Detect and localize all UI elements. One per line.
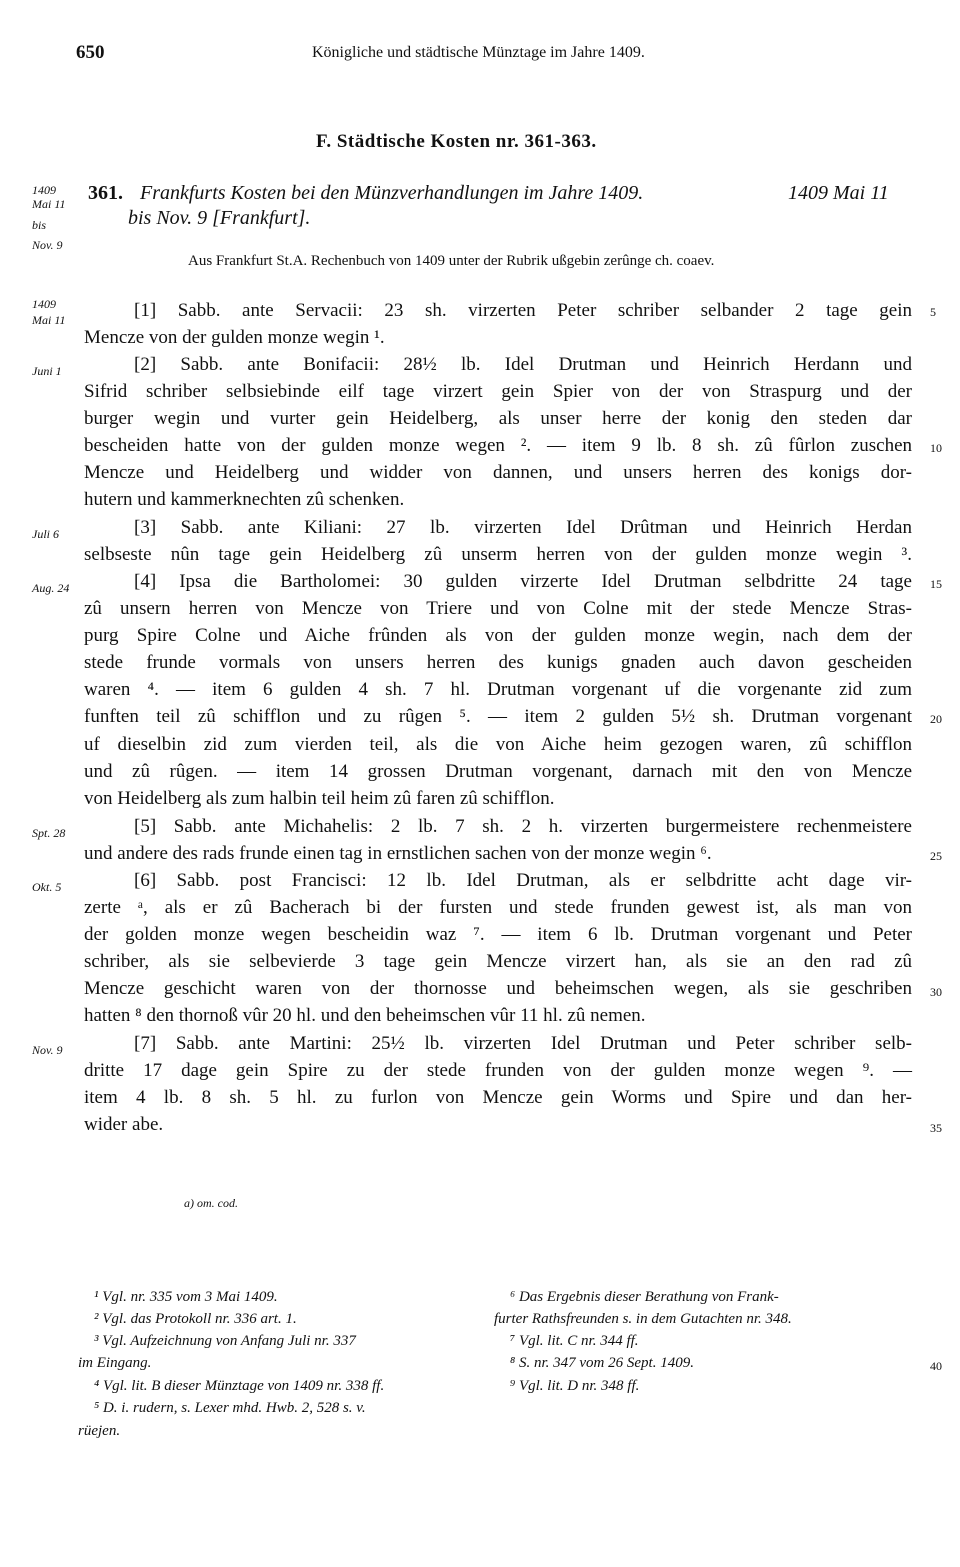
- text-line: waren ⁴. — item 6 gulden 4 sh. 7 hl. Drutman vorgenant uf die vorgenante zid zum: [84, 679, 912, 700]
- text-line: wider abe.: [84, 1114, 164, 1135]
- text-line: [4] Ipsa die Bartholomei: 30 gulden virzerte Idel Drutman selbdritte 24 tage: [134, 571, 912, 592]
- line-number: 20: [930, 712, 942, 726]
- text-line: [6] Sabb. post Francisci: 12 lb. Idel Drutman, als er selbdritte acht dage vir-: [134, 870, 912, 891]
- footnote-8: ⁸ S. nr. 347 vom 26 Sept. 1409.: [510, 1355, 694, 1371]
- document-date: 1409 Mai 11: [788, 182, 889, 204]
- footnote-2: ² Vgl. das Protokoll nr. 336 art. 1.: [94, 1311, 297, 1327]
- text-line: [3] Sabb. ante Kiliani: 27 lb. virzerten Idel Drûtman und Heinrich Herdan: [134, 517, 912, 538]
- text-line: Mencze geschicht waren von der thornosse und beheimschen wegen, als sie geschriben: [84, 978, 912, 999]
- line-number: 25: [930, 849, 942, 863]
- footnote-6: ⁶ Das Ergebnis dieser Berathung von Frank-: [510, 1289, 779, 1305]
- text-line: zû unsern herren von Mencze von Triere und von Colne mit der stede Mencze Stras-: [84, 598, 912, 619]
- textual-note: a) om. cod.: [184, 1196, 238, 1210]
- footnote-3-continued: im Eingang.: [78, 1355, 152, 1371]
- text-line: und andere des rads frunde einen tag in ernstlichen sachen von der monze wegin ⁶.: [84, 843, 712, 864]
- margin-date-heading-3: bis: [32, 218, 47, 232]
- section-title: F. Städtische Kosten nr. 361-363.: [316, 131, 597, 152]
- margin-date-entry-2: Juni 1: [32, 364, 62, 378]
- text-line: der golden monze wegen bescheidin waz ⁷. — item 6 lb. Drutman vorgenant und Peter: [84, 924, 912, 945]
- document-number: 361.: [88, 182, 123, 204]
- margin-date-heading-1: 1409: [32, 183, 56, 197]
- text-line: hutern und kammerknechten zû schenken.: [84, 489, 405, 510]
- text-line: dritte 17 dage gein Spire zu der stede frunden von der gulden monze wegen ⁹. —: [84, 1060, 912, 1081]
- text-line: und zû rûgen. — item 14 grossen Drutman vorgenant, darnach mit den von Mencze: [84, 761, 912, 782]
- margin-date-entry-7: Nov. 9: [32, 1043, 63, 1057]
- line-number: 10: [930, 441, 942, 455]
- footnote-4: ⁴ Vgl. lit. B dieser Münztage von 1409 nr. 338 ff.: [94, 1378, 385, 1394]
- footnote-5: ⁵ D. i. rudern, s. Lexer mhd. Hwb. 2, 528 s. v.: [94, 1400, 366, 1416]
- source-citation: Aus Frankfurt St.A. Rechenbuch von 1409 unter der Rubrik ußgebin zerûnge ch. coaev.: [188, 253, 715, 269]
- margin-date-entry-1-year: 1409: [32, 297, 56, 311]
- text-line: von Heidelberg als zum halbin teil heim zû faren zû schifflon.: [84, 788, 555, 809]
- text-line: item 4 lb. 8 sh. 5 hl. zu furlon von Mencze gein Worms und Spire und dan her-: [84, 1087, 912, 1108]
- text-line: purg Spire Colne und Aiche frûnden als von der gulden monze wegin, nach dem der: [84, 625, 912, 646]
- text-line: burger wegin und vurter gein Heidelberg, als unser herre der konig den steden dar: [84, 408, 912, 429]
- text-line: stede frunde vormals von unsers herren des kunigs gnaden auch davon gescheiden: [84, 652, 912, 673]
- text-line: selbseste nûn tage gein Heidelberg zû unserm herren von der gulden monze wegin ³.: [84, 544, 912, 565]
- text-line: schriber, als sie selbevierde 3 tage gein Mencze virzert han, als sie an den rad zû: [84, 951, 912, 972]
- text-line: Mencze und Heidelberg und widder von dannen, und unsers herren des konigs dor-: [84, 462, 912, 483]
- text-line: Mencze von der gulden monze wegin ¹.: [84, 327, 385, 348]
- text-line: funften teil zû schifflon und zu rûgen ⁵. — item 2 gulden 5½ sh. Drutman vorgenant: [84, 706, 912, 727]
- footnote-6-continued: furter Rathsfreunden s. in dem Gutachten nr. 348.: [494, 1311, 792, 1327]
- margin-date-entry-1: Mai 11: [32, 313, 66, 327]
- text-line: bescheiden hatte von der gulden monze wegen ². — item 9 lb. 8 sh. zû fûrlon zuschen: [84, 435, 912, 456]
- text-line: hatten ⁸ den thornoß vûr 20 hl. und den beheimschen vûr 11 hl. zû nemen.: [84, 1005, 646, 1026]
- margin-date-heading-4: Nov. 9: [32, 238, 63, 252]
- line-number: 35: [930, 1121, 942, 1135]
- running-title: Königliche und städtische Münztage im Jahre 1409.: [312, 44, 645, 61]
- footnote-7: ⁷ Vgl. lit. C nr. 344 ff.: [510, 1333, 639, 1349]
- footnote-1: ¹ Vgl. nr. 335 vom 3 Mai 1409.: [94, 1289, 278, 1305]
- text-line: [1] Sabb. ante Servacii: 23 sh. virzerten Peter schriber selbander 2 tage gein: [134, 300, 912, 321]
- text-line: [7] Sabb. ante Martini: 25½ lb. virzerten Idel Drutman und Peter schriber selb-: [134, 1033, 912, 1054]
- line-number: 40: [930, 1359, 942, 1373]
- page-number: 650: [76, 42, 105, 63]
- text-line: Sifrid schriber selbsiebinde eilf tage virzert gein Spier von der von Straspurg und der: [84, 381, 912, 402]
- text-line: [5] Sabb. ante Michahelis: 2 lb. 7 sh. 2 h. virzerten burgermeistere rechenmeistere: [134, 816, 912, 837]
- margin-date-entry-4: Aug. 24: [32, 581, 70, 595]
- document-title: Frankfurts Kosten bei den Münzverhandlungen im Jahre 1409.: [140, 182, 644, 204]
- footnote-3: ³ Vgl. Aufzeichnung von Anfang Juli nr. 337: [94, 1333, 356, 1349]
- document-title-continued: bis Nov. 9 [Frankfurt].: [128, 207, 311, 229]
- line-number: 30: [930, 985, 942, 999]
- margin-date-heading-2: Mai 11: [32, 197, 66, 211]
- margin-date-entry-5: Spt. 28: [32, 826, 66, 840]
- text-line: zerte ᵃ, als er zû Bacherach bi der fursten und stede frunden gewest ist, als man von: [84, 897, 912, 918]
- margin-date-entry-6: Okt. 5: [32, 880, 62, 894]
- footnote-9: ⁹ Vgl. lit. D nr. 348 ff.: [510, 1378, 640, 1394]
- footnote-5-continued: rüejen.: [78, 1423, 121, 1439]
- line-number: 15: [930, 577, 942, 591]
- text-line: [2] Sabb. ante Bonifacii: 28½ lb. Idel Drutman und Heinrich Herdann und: [134, 354, 912, 375]
- margin-date-entry-3: Juli 6: [32, 527, 59, 541]
- text-line: uf dieselbin zid zum vierden teil, als die von Aiche heim gezogen waren, zû schifflon: [84, 734, 912, 755]
- line-number: 5: [930, 305, 936, 319]
